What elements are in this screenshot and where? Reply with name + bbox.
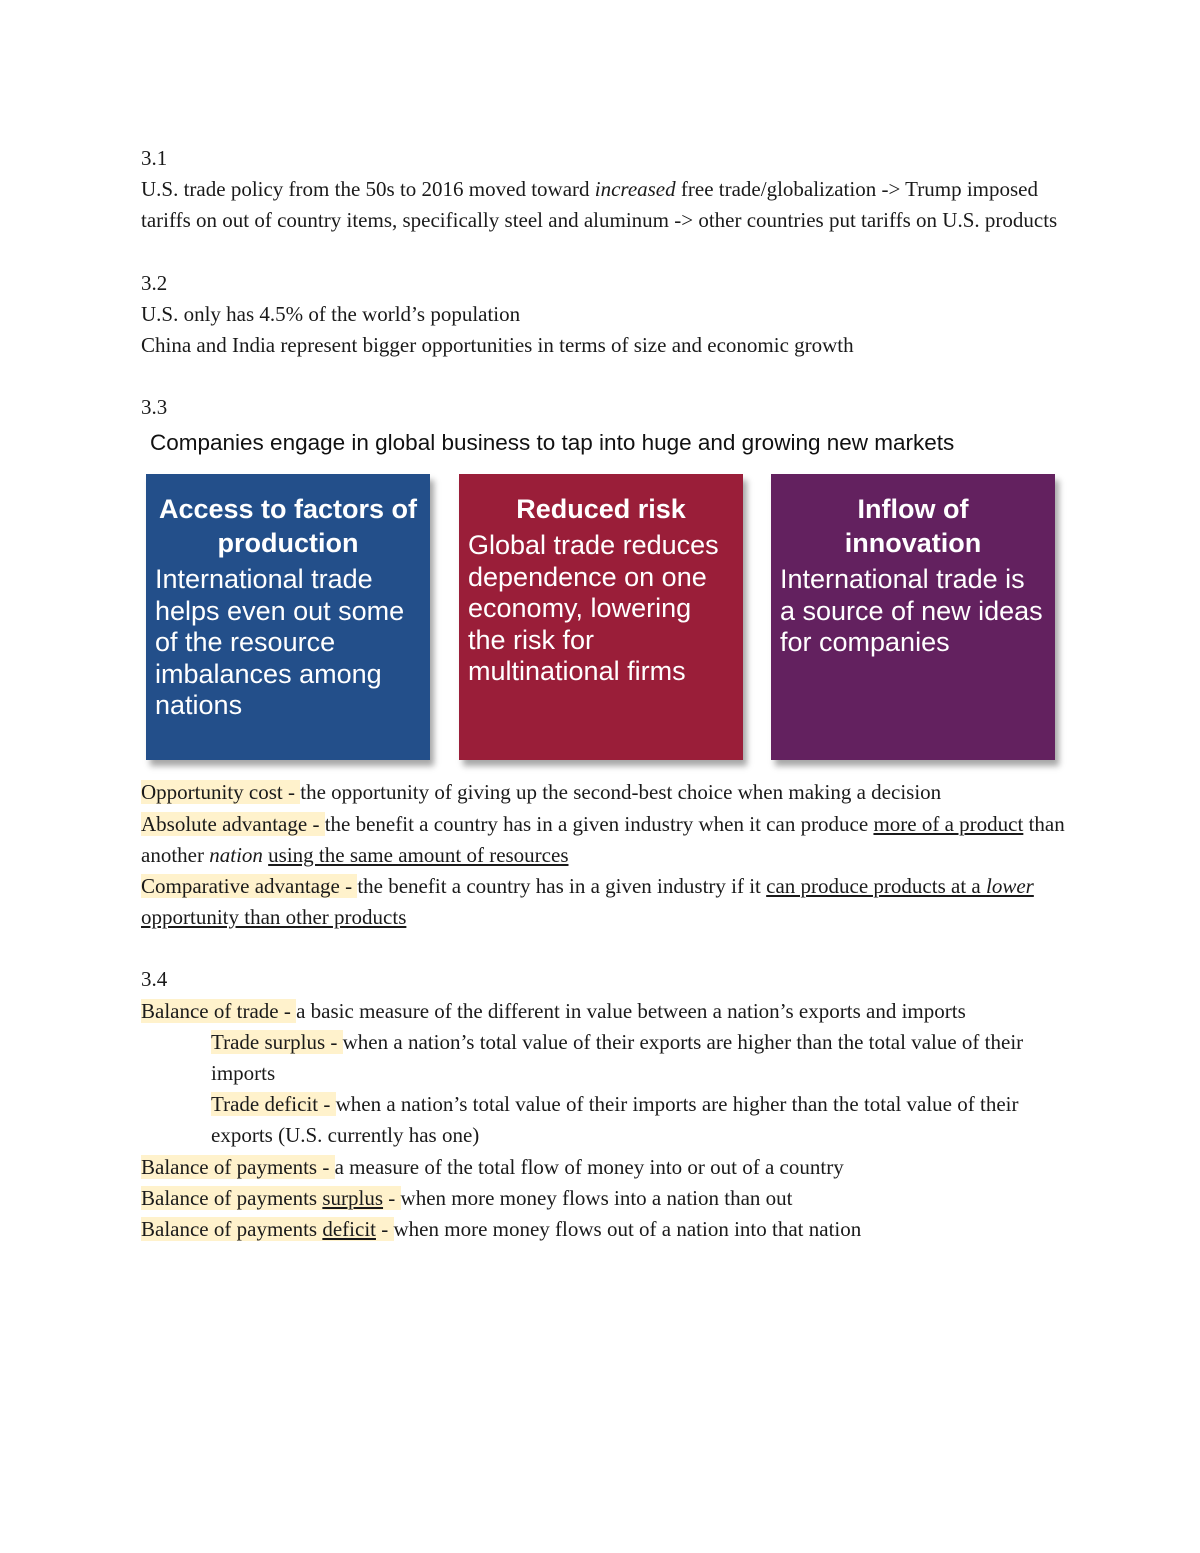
figure-title: Companies engage in global business to tap into huge and growing new markets [150,430,955,456]
box-body: International trade helps even out some of the resource imbalances among nations [155,564,405,721]
paragraph-china-india: China and India represent bigger opportunities in terms of size and economic growth [141,333,854,358]
term-highlight: Comparative advantage - [141,874,358,899]
term-highlight: Trade deficit - [211,1092,336,1117]
section-number-3-2: 3.2 [141,270,168,295]
global-business-figure [141,425,1061,777]
term-highlight: Absolute advantage - [141,811,325,836]
term-highlight: Balance of payments - [141,1154,335,1179]
section-number-3-3: 3.3 [141,395,168,420]
paragraph-trade-policy: U.S. trade policy from the 50s to 2016 moved toward increased free trade/globalization -> Trump imposed tariffs on out of country items, specifically steel and aluminum -> other countries put tariffs on U.S. products [141,177,1058,233]
document-page [141,143,1071,1245]
definition-balance-of-trade: Balance of trade - a basic measure of the different in value between a nation’s exports and imports [141,998,966,1023]
definition-opportunity-cost: Opportunity cost - the opportunity of giving up the second-best choice when making a decision [141,780,942,805]
box-title: Inflow of innovation [844,494,982,559]
definition-trade-deficit: Trade deficit - when a nation’s total value of their imports are higher than the total value of their exports (U.S. currently has one) [211,1092,1019,1148]
emphasis-increased: increased [594,177,676,202]
paragraph-us-population: U.S. only has 4.5% of the world’s population [141,301,521,326]
box-title: Reduced risk [516,494,686,525]
term-highlight: Balance of payments surplus - [141,1185,401,1210]
box-body: Global trade reduces dependence on one economy, lowering the risk for multinational firms [468,530,719,687]
definition-bop-deficit: Balance of payments deficit - when more money flows out of a nation into that nation [141,1217,862,1242]
definition-trade-surplus: Trade surplus - when a nation’s total value of their exports are higher than the total value of their imports [211,1029,1024,1086]
definition-bop-surplus: Balance of payments surplus - when more money flows into a nation than out [141,1185,793,1210]
term-highlight: Opportunity cost - [141,780,301,805]
box-reduced-risk [459,474,743,760]
box-factors-of-production [146,474,430,760]
box-title: Access to factors of production [158,494,418,559]
term-highlight: Trade surplus - [211,1029,343,1054]
section-number-3-1: 3.1 [141,146,168,170]
definition-absolute-advantage: Absolute advantage - the benefit a country has in a given industry when it can produce more of a product than another nation using the same amount of resources [141,811,1065,867]
definition-balance-of-payments: Balance of payments - a measure of the total flow of money into or out of a country [141,1154,844,1179]
box-inflow-of-innovation [771,474,1055,760]
section-number-3-4: 3.4 [141,967,168,992]
term-highlight: Balance of payments deficit - [141,1217,394,1242]
definition-comparative-advantage: Comparative advantage - the benefit a country has in a given industry if it can produce products at a lower opportunity than other products [141,874,1034,930]
term-highlight: Balance of trade - [141,998,297,1023]
box-body: International trade is a source of new ideas for companies [780,564,1043,658]
